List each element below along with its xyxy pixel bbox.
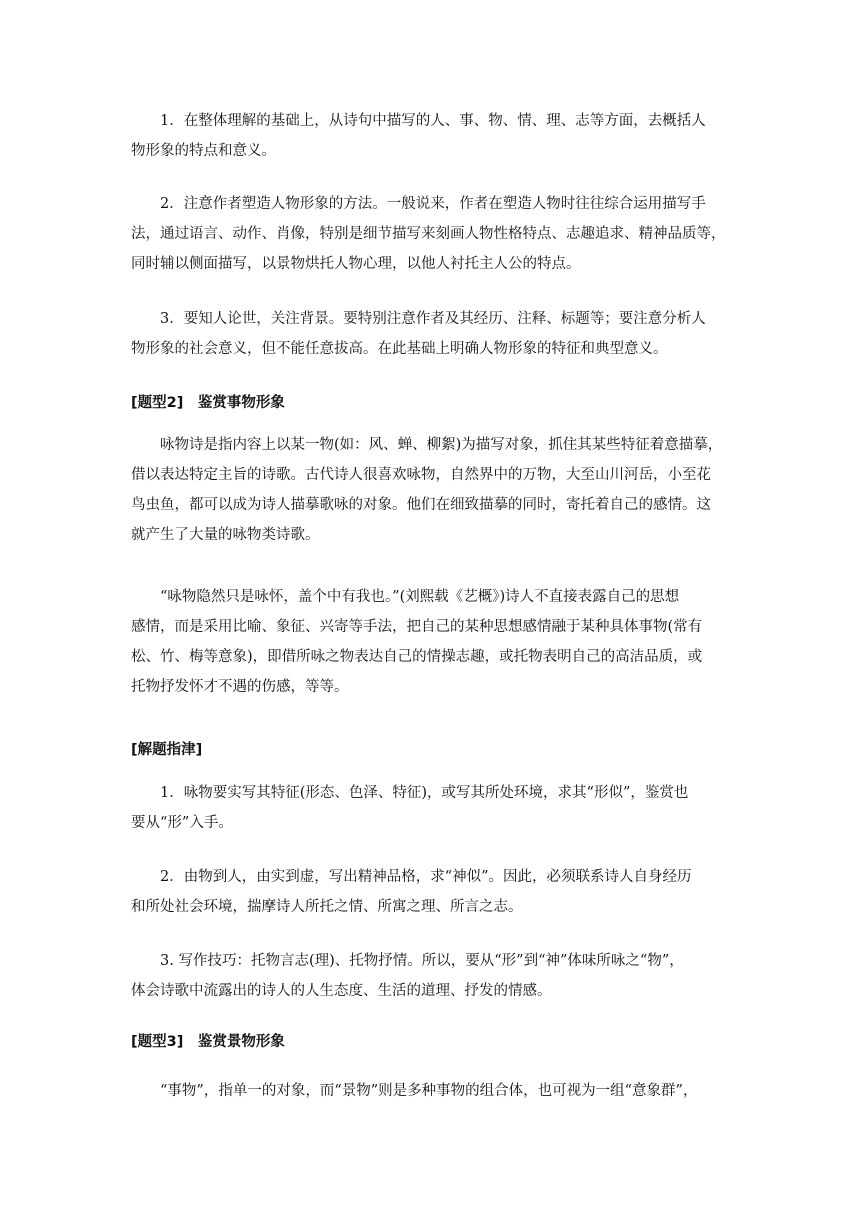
text-line: 1．咏物要实写其特征(形态、色泽、特征)，或写其所处环境，求其“形似”，鉴赏也 bbox=[160, 785, 689, 801]
text-line: 感情，而是采用比喻、象征、兴寄等手法，把自己的某种思想感情融于某种具体事物(常有 bbox=[131, 619, 703, 635]
text-line: 物形象的特点和意义。 bbox=[131, 143, 276, 159]
text-line: 2．注意作者塑造人物形象的方法。一般说来，作者在塑造人物时往往综合运用描写手 bbox=[160, 196, 706, 212]
text-line: 咏物诗是指内容上以某一物(如：风、蝉、柳絮)为描写对象，抓住其某些特征着意描摹， bbox=[160, 437, 723, 453]
paragraph-guide-3 bbox=[131, 946, 741, 1006]
text-line: 同时辅以侧面描写，以景物烘托人物心理，以他人衬托主人公的特点。 bbox=[131, 256, 581, 272]
paragraph-scenery bbox=[131, 1076, 741, 1106]
text-line: 3. 写作技巧：托物言志(理)、托物抒情。所以，要从“形”到“神”体味所咏之“物”， bbox=[160, 953, 684, 969]
text-line: “咏物隐然只是咏怀，盖个中有我也。”(刘熙载《艺概》)诗人不直接表露自己的思想 bbox=[160, 589, 680, 605]
text-line: 和所处社会环境，揣摩诗人所托之情、所寓之理、所言之志。 bbox=[131, 899, 523, 915]
text-line: 物形象的社会意义，但不能任意拔高。在此基础上明确人物形象的特征和典型意义。 bbox=[131, 341, 668, 357]
section-heading-type-2: [题型2] 鉴赏事物形象 bbox=[131, 395, 285, 411]
text-line: 法，通过语言、动作、肖像，特别是细节描写来刻画人物性格特点、志趣追求、精神品质等， bbox=[131, 226, 726, 242]
text-line: 借以表达特定主旨的诗歌。古代诗人很喜欢咏物，自然界中的万物，大至山川河岳，小至花 bbox=[131, 467, 711, 483]
paragraph-ode-quote bbox=[131, 582, 741, 702]
paragraph-guide-2 bbox=[131, 862, 741, 922]
section-heading-guide: [解题指津] bbox=[131, 742, 203, 758]
section-heading-type-3: [题型3] 鉴赏景物形象 bbox=[131, 1034, 285, 1050]
text-line: 托物抒发怀才不遇的伤感，等等。 bbox=[131, 679, 349, 695]
text-line: 要从“形”入手。 bbox=[131, 815, 233, 831]
text-line: “事物”，指单一的对象，而“景物”则是多种事物的组合体，也可视为一组“意象群”， bbox=[160, 1083, 698, 1099]
paragraph-method-1 bbox=[131, 106, 741, 166]
text-line: 鸟虫鱼，都可以成为诗人描摹歌咏的对象。他们在细致描摹的同时，寄托着自己的感情。这 bbox=[131, 497, 711, 513]
text-line: 3．要知人论世，关注背景。要特别注意作者及其经历、注释、标题等；要注意分析人 bbox=[160, 311, 706, 327]
paragraph-ode-definition bbox=[131, 430, 741, 550]
text-line: 就产生了大量的咏物类诗歌。 bbox=[131, 527, 320, 543]
text-line: 2．由物到人，由实到虚，写出精神品格，求“神似”。因此，必须联系诗人自身经历 bbox=[160, 869, 692, 885]
text-line: 松、竹、梅等意象)，即借所咏之物表达自己的情操志趣，或托物表明自己的高洁品质，或 bbox=[131, 649, 703, 665]
text-line: 1．在整体理解的基础上，从诗句中描写的人、事、物、情、理、志等方面，去概括人 bbox=[160, 113, 706, 129]
paragraph-method-2 bbox=[131, 189, 741, 279]
paragraph-guide-1 bbox=[131, 778, 741, 838]
paragraph-method-3 bbox=[131, 304, 741, 364]
text-line: 体会诗歌中流露出的诗人的人生态度、生活的道理、抒发的情感。 bbox=[131, 983, 552, 999]
